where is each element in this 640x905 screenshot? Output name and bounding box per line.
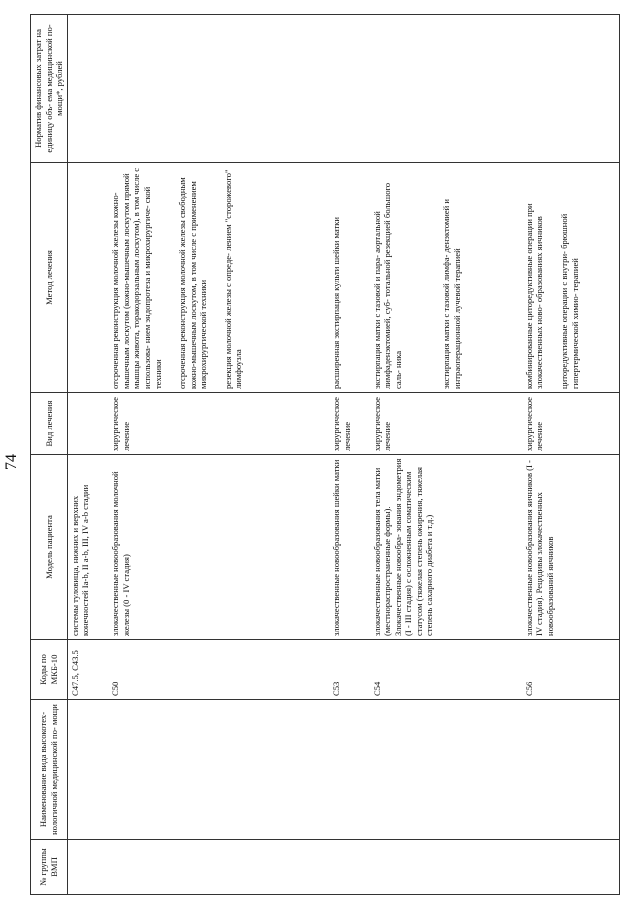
- method-text: циторедуктивные операции с внутри- брюшной гипертермической химио- терапией: [559, 213, 580, 389]
- cell-icd: C50: [108, 640, 329, 700]
- cell-icd: C53: [329, 640, 369, 700]
- cell-method: [370, 163, 522, 393]
- header-row: [31, 15, 68, 895]
- cell-model: системы туловища, нижних и верхних конечностей Ia-b, II a-b, III, IV a-b стадии: [67, 455, 108, 640]
- cell-model: злокачественные новообразования тела матки (местнораспространенные формы). Злокачественные новообра- зования эндометрия (I - III стадия) с осложненным соматическим статусом (тяжелая степень ожирения, тяжелая степень сахарного диабета и т.д.): [370, 455, 522, 640]
- page-number: 74: [3, 454, 20, 470]
- cell-vmp-name: [522, 700, 620, 840]
- method-text: резекция молочной железы с опреде- лением "сторожевого" лимфоузла: [222, 169, 244, 389]
- cell-group: [329, 840, 369, 895]
- cell-group: [370, 840, 522, 895]
- cell-vmp-name: [67, 700, 108, 840]
- method-text: комбинированные циторедуктивные операции при злокачественных ново- образованиях яичников: [523, 203, 545, 389]
- table-row: [329, 15, 369, 895]
- cell-cost: [522, 15, 620, 163]
- header-vmp-name: Наименование вида высокотех- нологичной медицинской по- мощи: [31, 700, 68, 840]
- table-row: [108, 15, 329, 895]
- cell-method: [329, 163, 369, 393]
- header-patient-model: Модель пациента: [31, 455, 68, 640]
- vmp-table: [30, 14, 620, 895]
- cell-cost: [108, 15, 329, 163]
- cell-type: [67, 393, 108, 455]
- header-cost-norm: Норматив финансовых затрат на единицу объ- ема медицинской по- мощи*, рублей: [31, 15, 68, 163]
- cell-group: [522, 840, 620, 895]
- cell-type: хирургическое лечение: [108, 393, 329, 455]
- table-row: [67, 15, 108, 895]
- header-treatment-method: Метод лечения: [31, 163, 68, 393]
- cell-type: хирургическое лечение: [522, 393, 620, 455]
- cell-method: [108, 163, 329, 393]
- cell-vmp-name: [108, 700, 329, 840]
- cell-icd: C56: [522, 640, 620, 700]
- cell-cost: [329, 15, 369, 163]
- cell-method: [522, 163, 620, 393]
- header-group: № группы ВМП: [31, 840, 68, 895]
- cell-cost: [67, 15, 108, 163]
- cell-icd: C54: [370, 640, 522, 700]
- cell-vmp-name: [370, 700, 522, 840]
- method-text: расширенная экстирпация культи шейки матки: [331, 216, 342, 389]
- cell-cost: [370, 15, 522, 163]
- table-row: [370, 15, 522, 895]
- header-icd-codes: Коды по МКБ-10: [31, 640, 68, 700]
- cell-model: злокачественные новообразования шейки матки: [329, 455, 369, 640]
- cell-model: злокачественные новообразования молочной железы (0 - IV стадия): [108, 455, 329, 640]
- method-text: экстирпация матки с тазовой лимфа- денэктомией и интраоперационной лучевой терапией: [441, 198, 462, 389]
- header-treatment-type: Вид лечения: [31, 393, 68, 455]
- cell-model: злокачественные новообразования яичников (I - IV стадия). Рецидивы злокачественных новообразований яичников: [522, 455, 620, 640]
- cell-group: [108, 840, 329, 895]
- cell-method: [67, 163, 108, 393]
- table-row: [522, 15, 620, 895]
- method-text: экстирпация матки с тазовой и пара- аортальной лимфаденэктомией, суб- тотальной резекцией большого саль- ника: [371, 182, 403, 389]
- cell-group: [67, 840, 108, 895]
- cell-type: хирургическое лечение: [329, 393, 369, 455]
- cell-icd: C47.5, C43.5: [67, 640, 108, 700]
- cell-vmp-name: [329, 700, 369, 840]
- method-text: отсроченная реконструкция молочной железы свободным кожно-мышечным лоскутом, в том числе с применением микрохирургической техники: [177, 177, 209, 389]
- method-text: отсроченная реконструкция молочной железы кожно-мышечным лоскутом (кожно-мышечным лоскутом прямой мышцы живота, торакодорзальным лоскутом), в том числе с использова- нием эндопротеза и микрохирургиче- ской техники: [110, 167, 163, 389]
- cell-type: хирургическое лечение: [370, 393, 522, 455]
